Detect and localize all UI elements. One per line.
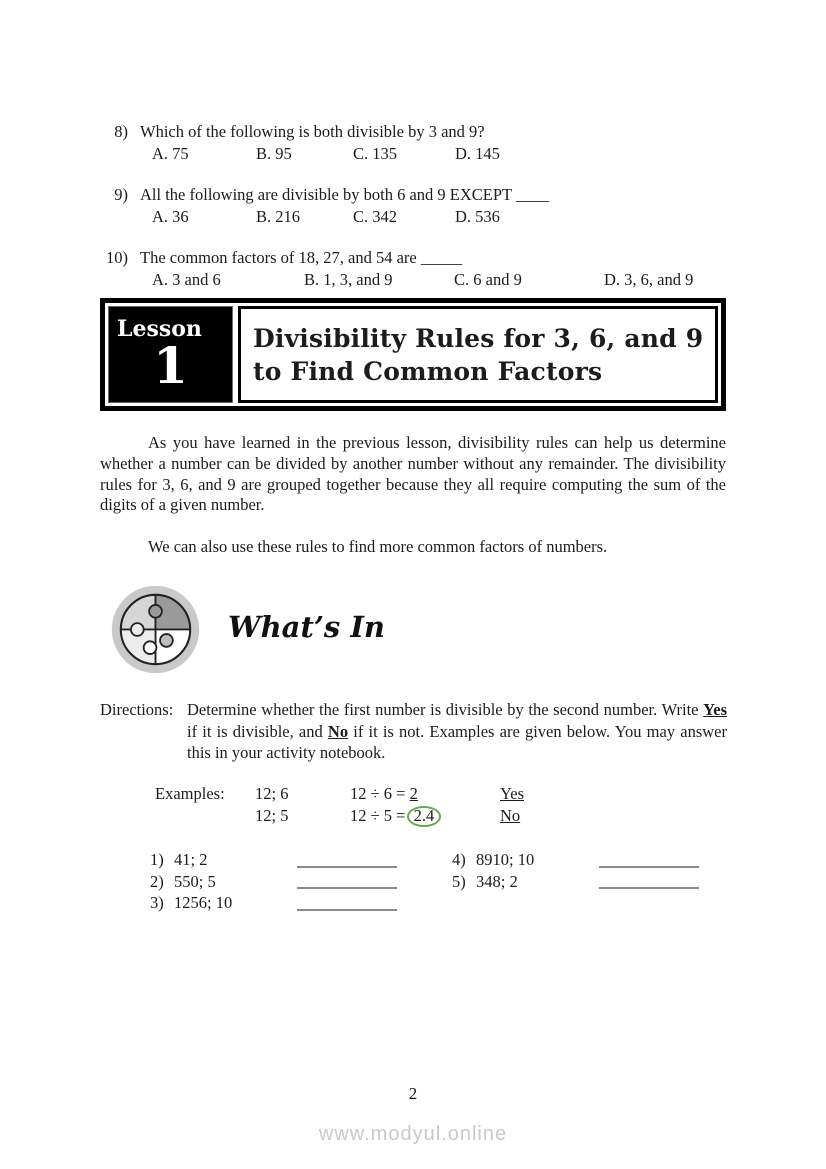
example-expression [350, 805, 500, 827]
answer-blank [297, 866, 397, 868]
item-value: 550; 5 [174, 871, 216, 891]
item-number: 1) [150, 850, 164, 869]
option-c: C. 6 and 9 [454, 270, 522, 289]
exercise-item-5 [452, 871, 699, 893]
question-10 [100, 247, 740, 290]
question-text: Which of the following is both divisible by 3 and 9? [140, 122, 485, 141]
example-expr-text: 12 ÷ 6 = [350, 784, 410, 803]
exercise-list [150, 849, 726, 919]
exercise-item-3 [150, 892, 397, 914]
exercise-column-right [452, 849, 699, 892]
exercise-column-left [150, 849, 397, 914]
option-d: D. 536 [455, 207, 500, 226]
examples-block [155, 783, 524, 827]
exercise-item-1 [150, 849, 397, 871]
intro-paragraph-1: As you have learned in the previous lesson, divisibility rules can help us determine whether a number can be divided by another number without any remainder. The divisibility rules for 3, 6, and 9 are grouped together because they all require computing the sum of the digits of a given number. [100, 433, 726, 515]
question-options [152, 206, 740, 227]
option-b: B. 1, 3, and 9 [304, 270, 393, 289]
answer-blank [599, 866, 699, 868]
lesson-number-box [108, 306, 233, 403]
item-number: 4) [452, 850, 466, 869]
directions-seg2: if it is divisible, and [187, 721, 328, 741]
watermark-text: www.modyul.online [318, 1123, 508, 1145]
lesson-title-line2: to Find Common Factors [253, 356, 603, 386]
example-expr-text: 12 ÷ 5 = [350, 805, 410, 825]
option-c: C. 135 [353, 144, 398, 163]
option-c: C. 342 [353, 207, 398, 226]
directions-block [100, 699, 727, 764]
lesson-title [238, 306, 718, 403]
question-text: The common factors of 18, 27, and 54 are _____ [140, 248, 463, 267]
option-d: D. 145 [455, 144, 500, 163]
intro-text [100, 433, 726, 558]
option-a: A. 75 [152, 144, 189, 163]
exercise-item-4 [452, 849, 699, 871]
question-number: 8) [114, 122, 128, 141]
example-expression [350, 783, 500, 805]
item-value: 8910; 10 [476, 850, 535, 869]
answer-blank [297, 909, 397, 911]
answer-blank [599, 887, 699, 889]
whats-in-heading: What’s In [228, 610, 386, 644]
example-result: 2 [409, 784, 418, 803]
exercise-item-2 [150, 871, 397, 893]
example-row-1 [155, 783, 524, 805]
directions-no: No [327, 721, 349, 741]
example-pair: 12; 5 [255, 805, 289, 825]
intro-paragraph-2: We can also use these rules to find more common factors of numbers. [148, 537, 608, 557]
example-answer: No [500, 805, 521, 825]
answer-blank [297, 887, 397, 889]
page-number: 2 [408, 1084, 418, 1103]
option-b: B. 216 [256, 207, 301, 226]
option-d: D. 3, 6, and 9 [604, 270, 694, 289]
option-a: A. 3 and 6 [152, 270, 221, 289]
question-8 [100, 121, 740, 164]
example-answer: Yes [500, 784, 525, 803]
item-number: 3) [150, 893, 164, 912]
example-pair: 12; 6 [255, 784, 289, 803]
question-9 [100, 184, 740, 227]
item-value: 41; 2 [174, 850, 208, 869]
question-number: 9) [114, 185, 128, 204]
question-text: All the following are divisible by both 6 and 9 EXCEPT ____ [140, 185, 549, 204]
question-number: 10) [106, 248, 128, 267]
examples-label: Examples: [155, 784, 225, 803]
item-number: 2) [150, 871, 164, 891]
lesson-banner [100, 298, 726, 411]
multiple-choice-questions [100, 121, 740, 310]
directions-seg3: if it is not. Examples are given below. You may answer this in your activity notebook. [187, 721, 727, 762]
puzzle-icon [110, 584, 201, 675]
lesson-label: Lesson [117, 315, 202, 342]
directions-label: Directions: [100, 700, 174, 719]
question-options [152, 143, 740, 164]
lesson-title-line1: Divisibility Rules for 3, 6, and 9 [253, 323, 704, 353]
lesson-number: 1 [153, 336, 188, 396]
option-b: B. 95 [256, 144, 292, 163]
directions-text [187, 699, 727, 764]
directions-yes: Yes [703, 700, 727, 719]
question-options [152, 269, 740, 290]
item-value: 348; 2 [476, 871, 518, 891]
item-value: 1256; 10 [174, 893, 233, 912]
directions-seg1: Determine whether the first number is divisible by the second number. Write [187, 700, 704, 719]
example-result-circled: 2.4 [407, 806, 442, 827]
example-row-2 [155, 805, 524, 827]
item-number: 5) [452, 871, 466, 891]
option-a: A. 36 [152, 207, 189, 226]
